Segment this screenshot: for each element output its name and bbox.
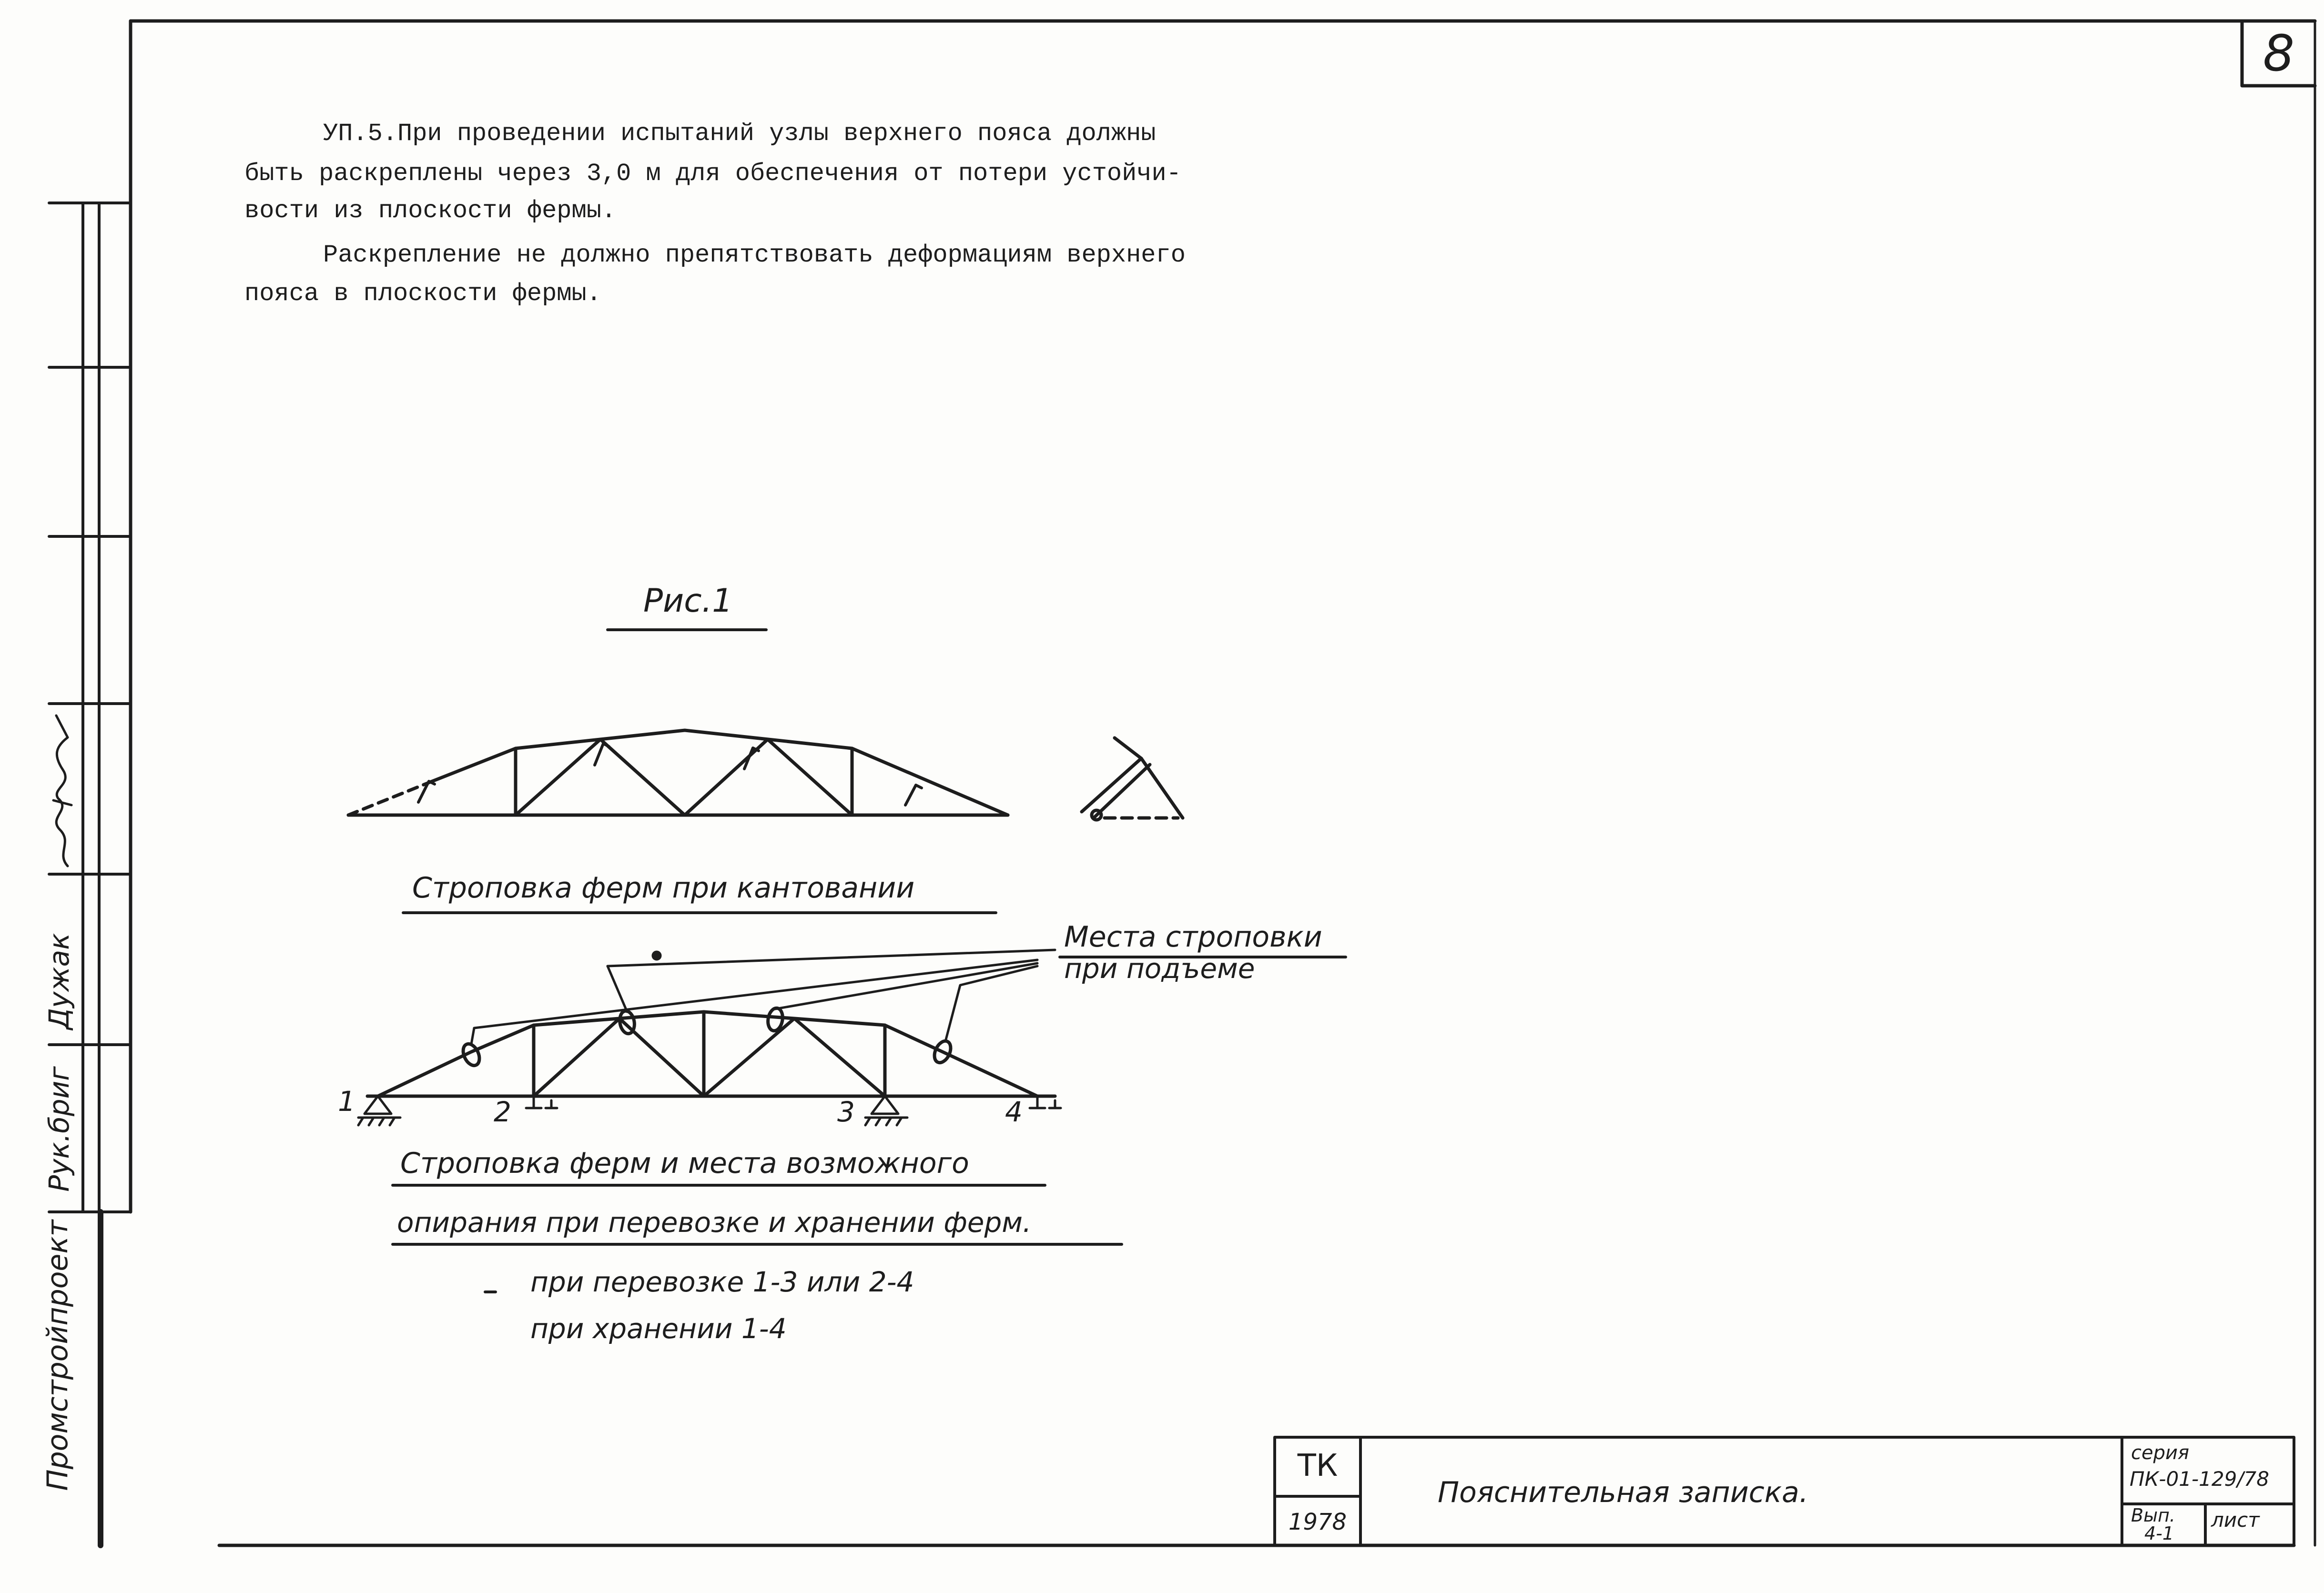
storage-note: при хранении 1-4: [530, 1312, 787, 1345]
truss-web: [516, 739, 852, 815]
truss-web: [534, 1018, 885, 1096]
stamp-organization: Промстройпроект: [41, 1220, 74, 1491]
title-block-code: ТК: [1297, 1448, 1338, 1483]
page-number: 8: [2263, 24, 2295, 82]
support-label-2: 2: [494, 1096, 511, 1128]
sling-mark: [905, 785, 922, 805]
tilted-truss-detail: [1082, 738, 1183, 820]
tilted-truss-sling: [1115, 738, 1141, 758]
caption-transport: Строповка ферм и места возможного: [400, 1147, 969, 1180]
support-fixed-3: [865, 1096, 907, 1125]
support-label-4: 4: [1005, 1096, 1023, 1128]
sling-loop: [618, 1010, 636, 1035]
title-block-issue-label: Вып.: [2131, 1505, 2175, 1526]
support-label-3: 3: [837, 1096, 855, 1128]
stamp-signature: [53, 716, 71, 866]
truss-lifting: [358, 950, 1061, 1128]
stamp-name: Дужак: [43, 933, 75, 1030]
body-line: быть раскреплены через 3,0 м для обеспечения от потери устойчи-: [244, 160, 1181, 188]
hook-point: [653, 952, 660, 959]
sling-rope: [471, 960, 1037, 1044]
sling-mark: [595, 744, 609, 765]
truss-top-chord: [378, 1012, 1037, 1096]
sling-rope: [608, 966, 627, 1012]
truss-tilting: [348, 730, 1008, 815]
body-line: вости из плоскости фермы.: [244, 197, 617, 225]
body-line: Раскрепление не должно препятствовать деформациям верхнего: [323, 241, 1186, 269]
body-line: пояса в плоскости фермы.: [244, 280, 601, 308]
title-block-sheet-label: лист: [2211, 1508, 2260, 1532]
caption-transport: опирания при перевозке и хранении ферм.: [397, 1206, 1032, 1239]
title-block-series-label: серия: [2131, 1442, 2190, 1464]
stamp-role: Рук.бриг: [43, 1066, 75, 1192]
truss-top-chord-dashed: [348, 782, 430, 815]
support-label-1: 1: [338, 1085, 355, 1118]
tilted-truss-inner: [1094, 765, 1150, 818]
sling-rope: [608, 950, 1055, 966]
caption-tilting: Строповка ферм при кантовании: [412, 871, 915, 905]
support-point-4: [1030, 1096, 1061, 1108]
transport-note: при перевозке 1-3 или 2-4: [530, 1266, 914, 1298]
title-block-issue: 4-1: [2144, 1523, 2174, 1544]
support-point-2: [526, 1096, 557, 1108]
lifting-label: при подъеме: [1064, 952, 1255, 985]
lifting-label: Места строповки: [1064, 920, 1322, 954]
title-block-series: ПК-01-129/78: [2130, 1467, 2269, 1491]
support-fixed-1: [358, 1096, 400, 1125]
figure-title: Рис.1: [643, 582, 733, 620]
title-block-title: Пояснительная записка.: [1438, 1476, 1808, 1509]
sling-mark: [418, 781, 435, 802]
body-line: УП.5.При проведении испытаний узлы верхнего пояса должны: [323, 120, 1156, 148]
title-block-year: 1978: [1288, 1509, 1347, 1535]
